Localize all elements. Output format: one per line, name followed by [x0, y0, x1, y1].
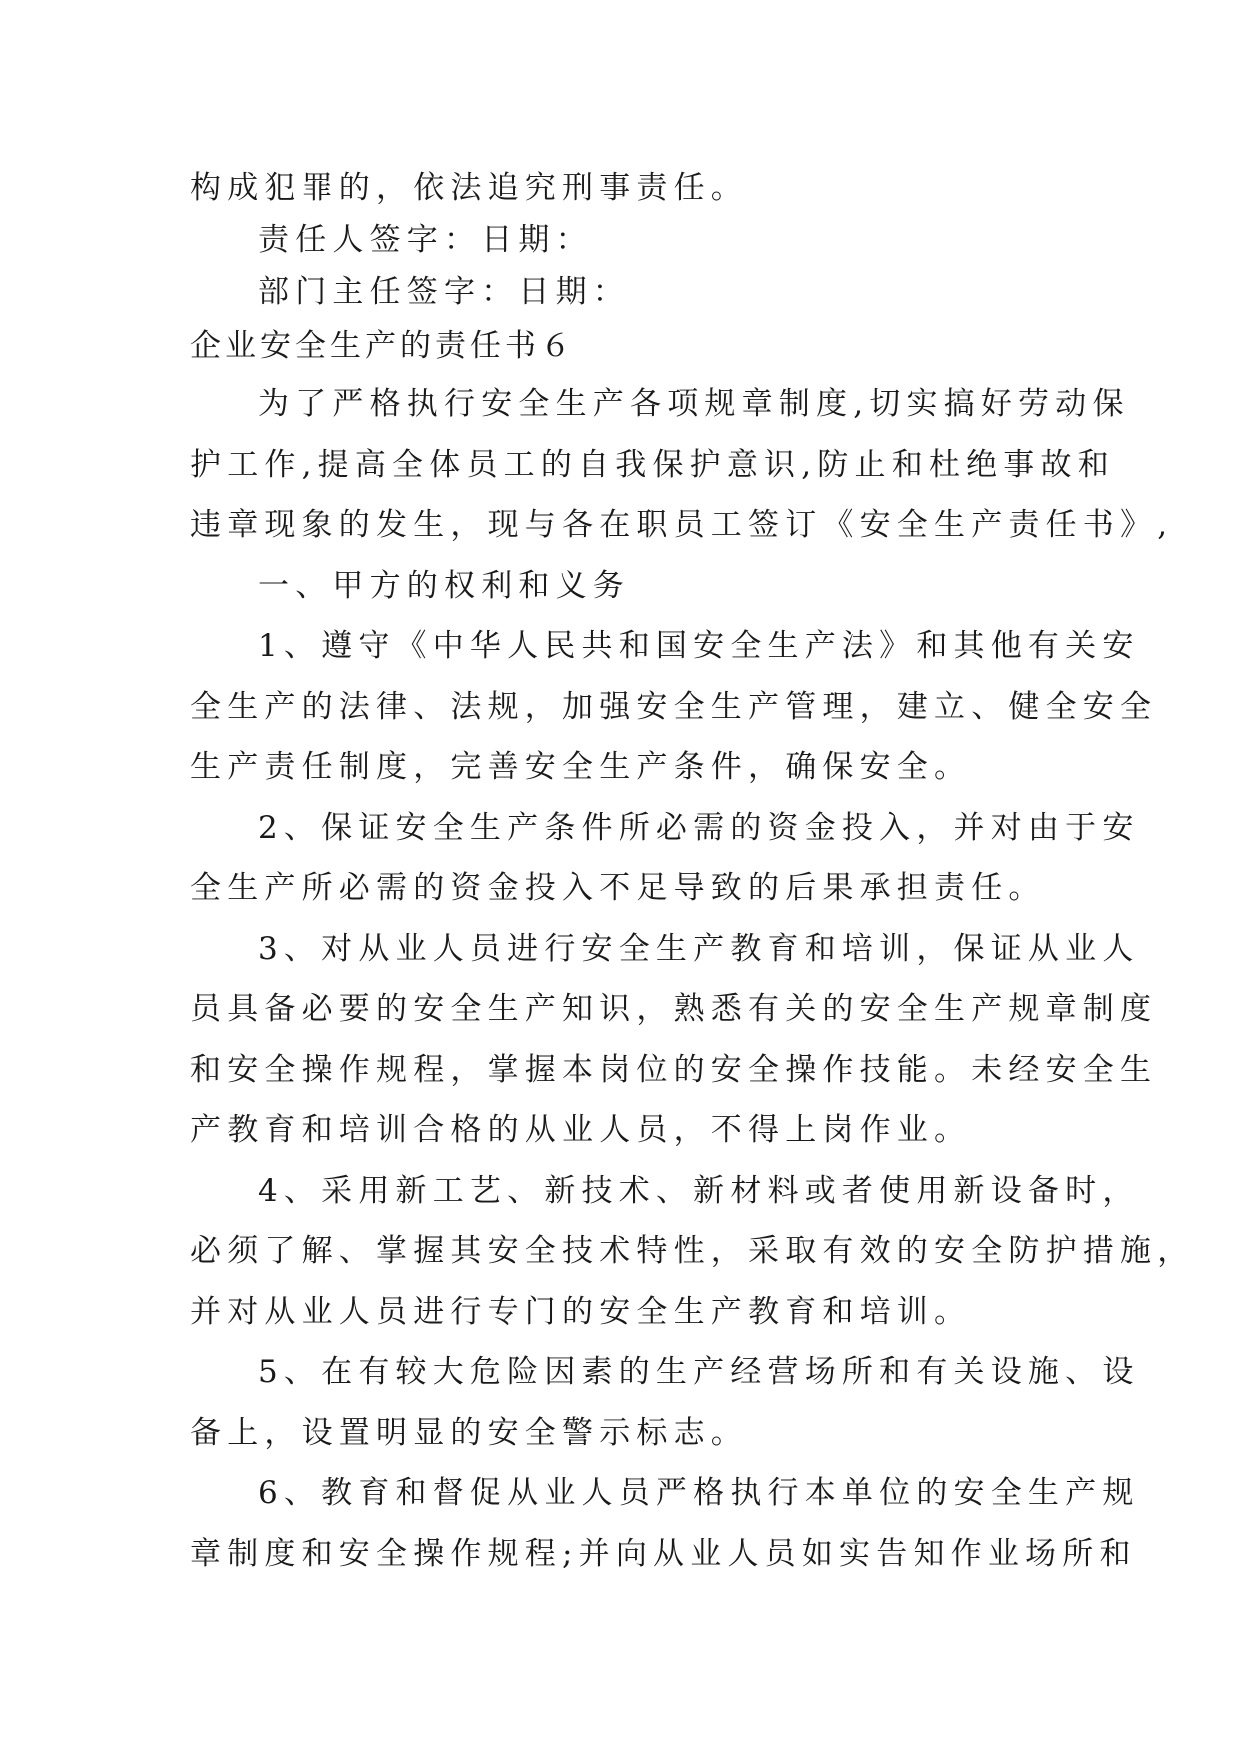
signature-line-director: 部门主任签字：日期：	[258, 274, 630, 310]
paragraph-line: 5、在有较大危险因素的生产经营场所和有关设施、设	[258, 1354, 1140, 1390]
signature-line-responsible: 责任人签字：日期：	[258, 222, 593, 258]
paragraph-line: 生产责任制度，完善安全生产条件，确保安全。	[190, 749, 972, 785]
document-body	[190, 162, 1195, 1584]
text-line: 构成犯罪的，依法追究刑事责任。	[190, 170, 748, 206]
paragraph-line: 全生产所必需的资金投入不足导致的后果承担责任。	[190, 870, 1046, 906]
paragraph-line: 备上，设置明显的安全警示标志。	[190, 1414, 748, 1451]
paragraph-line: 章制度和安全操作规程;并向从业人员如实告知作业场所和	[190, 1535, 1137, 1572]
paragraph-line: 员具备必要的安全生产知识，熟悉有关的安全生产规章制度	[190, 991, 1158, 1027]
paragraph-line: 4、采用新工艺、新技术、新材料或者使用新设备时，	[258, 1172, 1140, 1209]
paragraph-line: 2、保证安全生产条件所必需的资金投入，并对由于安	[258, 809, 1140, 846]
paragraph-line: 为了严格执行安全生产各项规章制度,切实搞好劳动保	[258, 386, 1130, 422]
paragraph-line: 1、遵守《中华人民共和国安全生产法》和其他有关安	[258, 628, 1140, 664]
paragraph-line: 产教育和培训合格的从业人员，不得上岗作业。	[190, 1112, 972, 1148]
paragraph-line: 必须了解、掌握其安全技术特性，采取有效的安全防护措施，	[190, 1233, 1195, 1269]
paragraph-line: 并对从业人员进行专门的安全生产教育和培训。	[190, 1293, 972, 1330]
paragraph-line: 全生产的法律、法规，加强安全生产管理，建立、健全安全	[190, 688, 1158, 725]
paragraph-line: 和安全操作规程，掌握本岗位的安全操作技能。未经安全生	[190, 1051, 1158, 1088]
paragraph-line: 违章现象的发生，现与各在职员工签订《安全生产责任书》,	[190, 507, 1174, 543]
paragraph-line: 护工作,提高全体员工的自我保护意识,防止和杜绝事故和	[190, 446, 1115, 483]
paragraph-line: 3、对从业人员进行安全生产教育和培训，保证从业人	[258, 930, 1140, 967]
paragraph-line: 6、教育和督促从业人员严格执行本单位的安全生产规	[258, 1475, 1140, 1511]
section-heading: 一、甲方的权利和义务	[258, 567, 630, 604]
section-title: 企业安全生产的责任书６	[190, 328, 575, 364]
